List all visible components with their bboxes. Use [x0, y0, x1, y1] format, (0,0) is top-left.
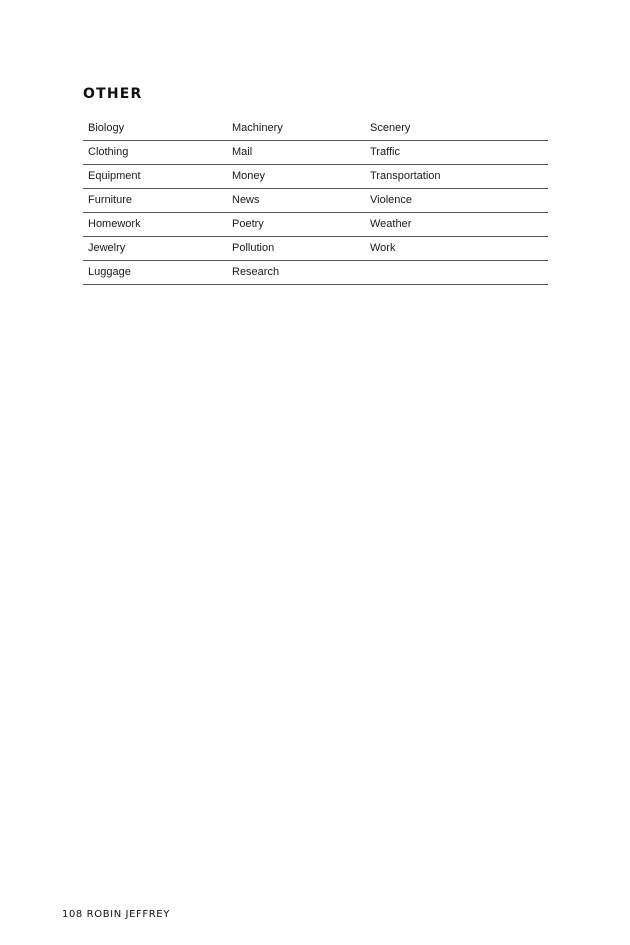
section-heading: OTHER	[83, 86, 143, 102]
table-row	[83, 141, 548, 165]
table-row	[83, 165, 548, 189]
page-number: 108	[62, 909, 83, 920]
table-cell: Equipment	[83, 165, 227, 189]
table-row	[83, 189, 548, 213]
word-table	[83, 117, 548, 285]
table-cell: Weather	[365, 213, 548, 237]
table-cell: Machinery	[227, 117, 365, 141]
running-head: ROBIN JEFFREY	[86, 909, 170, 920]
table-cell: News	[227, 189, 365, 213]
table-cell: Traffic	[365, 141, 548, 165]
table-cell: Research	[227, 261, 365, 285]
table-cell: Biology	[83, 117, 227, 141]
table-cell	[365, 261, 548, 285]
table-cell: Luggage	[83, 261, 227, 285]
table-row	[83, 213, 548, 237]
table-cell: Work	[365, 237, 548, 261]
table-cell: Homework	[83, 213, 227, 237]
table-cell: Jewelry	[83, 237, 227, 261]
table-cell: Transportation	[365, 165, 548, 189]
table-row	[83, 117, 548, 141]
table-cell: Poetry	[227, 213, 365, 237]
table-row	[83, 237, 548, 261]
table-cell: Clothing	[83, 141, 227, 165]
table-cell: Mail	[227, 141, 365, 165]
table-cell: Pollution	[227, 237, 365, 261]
table-cell: Violence	[365, 189, 548, 213]
table-row	[83, 261, 548, 285]
table-cell: Money	[227, 165, 365, 189]
table-cell: Scenery	[365, 117, 548, 141]
page-footer	[62, 908, 170, 922]
table-cell: Furniture	[83, 189, 227, 213]
